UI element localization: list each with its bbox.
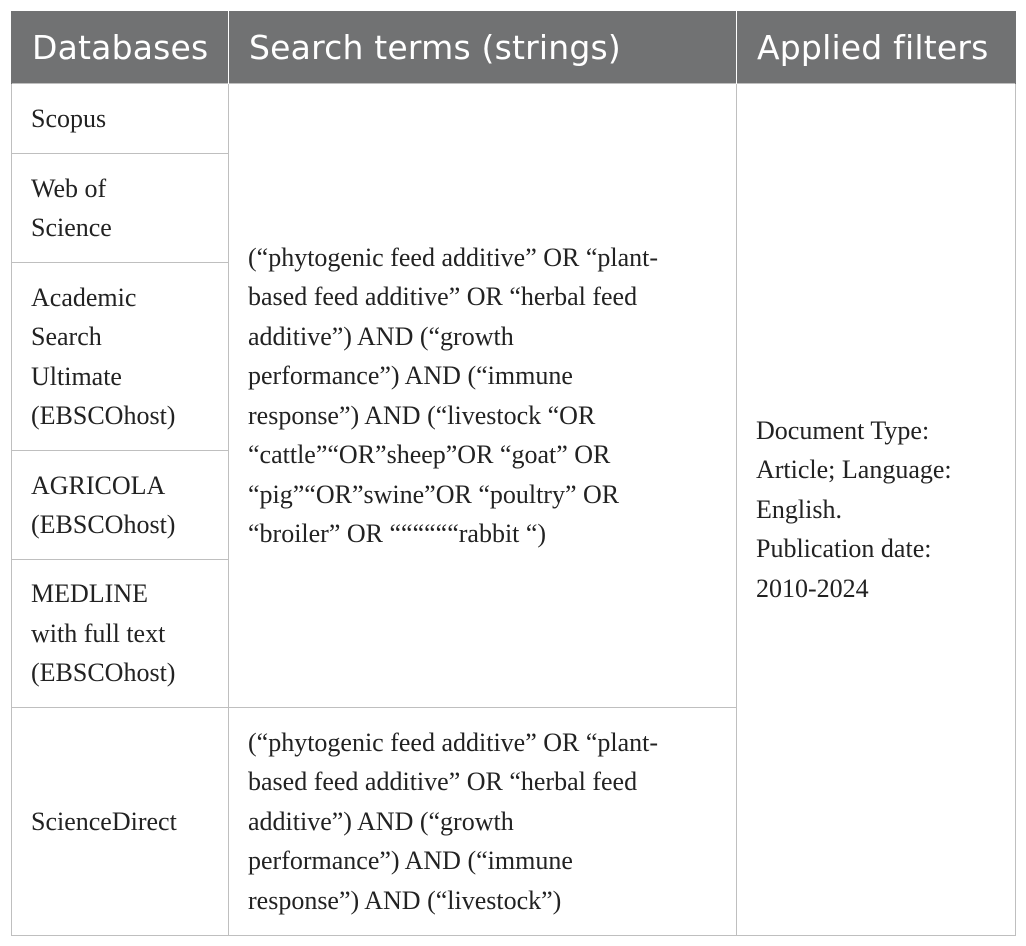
database-name-line: (EBSCOhost) [31,401,176,430]
search-string-line: response”) AND (“livestock “OR [248,400,596,430]
database-name-line: Scopus [31,103,107,133]
database-name-line: (EBSCOhost) [31,658,176,688]
database-cell-academic-search-ultimate [12,263,229,451]
database-name-line: Search [31,322,102,351]
table-header [12,11,1016,84]
applied-filters-cell [737,84,1016,936]
search-string-line: (“phytogenic feed additive” OR “plant- [248,242,659,272]
database-name-line: (EBSCOhost) [31,510,176,539]
search-string-line: “broiler” OR ““““““rabbit “) [248,519,547,548]
search-string-line: “pig”“OR”swine”OR “poultry” OR [248,479,620,509]
table-row [12,84,1016,154]
database-name-line: Ultimate [31,361,122,391]
applied-filter-line: English. [756,494,842,524]
search-string-line: based feed additive” OR “herbal feed [248,767,638,797]
database-cell-medline [12,560,229,708]
database-cell-scopus [12,84,229,154]
search-string-line: performance”) AND (“immune [248,846,573,876]
applied-filter-line: Publication date: [756,534,932,564]
database-name-line: Academic [31,282,137,312]
search-string-cell-group-1 [229,84,737,708]
database-name-line: ScienceDirect [31,806,177,836]
database-name-line: with full text [31,618,166,648]
table-body [12,84,1016,936]
database-name-line: Science [31,213,112,242]
header-databases: Databases [12,11,229,84]
search-string-line: based feed additive” OR “herbal feed [248,282,638,311]
database-cell-sciencedirect [12,708,229,936]
header-search-terms: Search terms (strings) [229,11,737,84]
search-string-line: additive”) AND (“growth [248,806,514,836]
database-cell-agricola [12,451,229,560]
header-applied-filters: Applied filters [737,11,1016,84]
search-string-line: “cattle”“OR”sheep”OR “goat” OR [248,440,611,469]
applied-filter-line: 2010-2024 [756,573,869,603]
applied-filter-line: Document Type: [756,415,930,445]
search-string-cell-group-2 [229,708,737,936]
search-string-line: additive”) AND (“growth [248,321,514,351]
applied-filter-line: Article; Language: [756,455,952,485]
database-name-line: Web of [31,173,107,203]
search-string-line: performance”) AND (“immune [248,361,573,390]
search-strategy-table [11,11,1016,936]
search-string-line: response”) AND (“livestock”) [248,885,562,915]
header-row [12,11,1016,84]
database-name-line: MEDLINE [31,579,148,609]
database-name-line: AGRICOLA [31,470,166,500]
search-string-line: (“phytogenic feed additive” OR “plant- [248,727,659,757]
database-cell-web-of-science [12,154,229,263]
